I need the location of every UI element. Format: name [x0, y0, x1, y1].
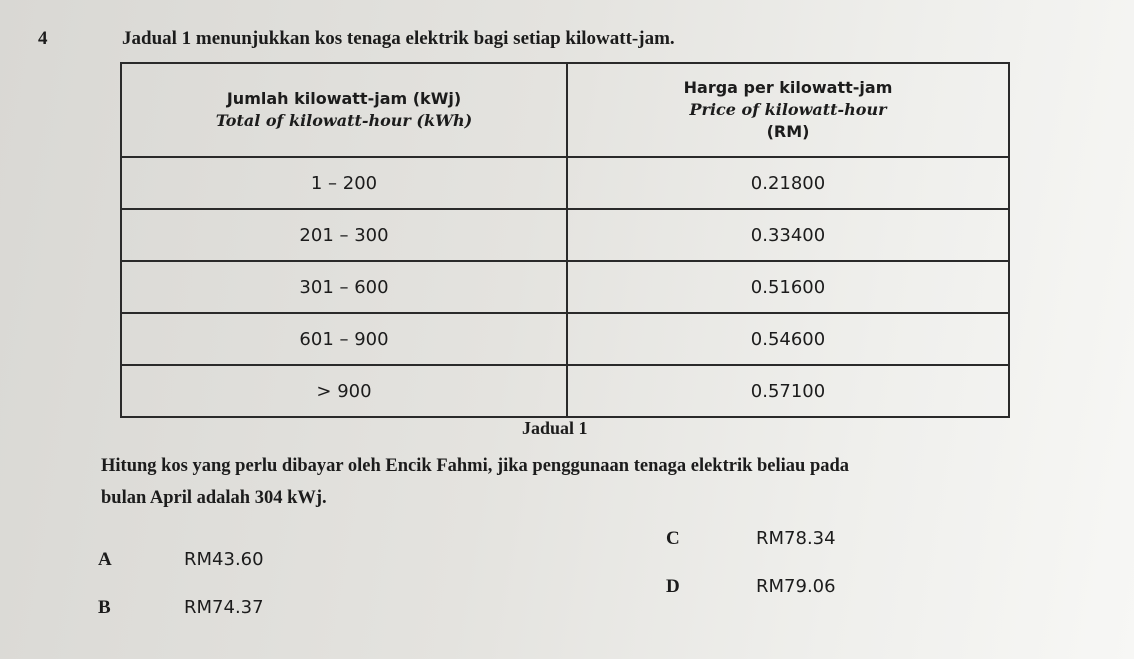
price-cell: 0.21800 [567, 157, 1009, 209]
electricity-rate-table [120, 62, 1010, 418]
range-cell: > 900 [121, 365, 567, 417]
option-b[interactable] [98, 597, 264, 619]
option-a-value: RM43.60 [184, 549, 264, 570]
question-number: 4 [38, 28, 48, 49]
range-cell: 1 – 200 [121, 157, 567, 209]
header-price-ms: Harga per kilowatt-jam [683, 78, 893, 97]
option-b-value: RM74.37 [184, 597, 264, 618]
table-row [121, 157, 1009, 209]
question-prompt [101, 450, 1131, 514]
question-intro: Jadual 1 menunjukkan kos tenaga elektrik bagi setiap kilowatt-jam. [122, 28, 675, 49]
option-d[interactable] [666, 576, 836, 598]
table-row [121, 209, 1009, 261]
option-c-letter: C [666, 528, 680, 549]
range-cell: 601 – 900 [121, 313, 567, 365]
table-row [121, 313, 1009, 365]
header-total-kwh-ms: Jumlah kilowatt-jam (kWj) [226, 89, 462, 108]
header-price-en: Price of kilowatt-hour [689, 100, 887, 119]
table-row [121, 261, 1009, 313]
table-caption: Jadual 1 [522, 418, 588, 438]
option-a[interactable] [98, 549, 264, 571]
range-cell: 201 – 300 [121, 209, 567, 261]
option-c[interactable] [666, 528, 836, 550]
option-b-letter: B [98, 597, 111, 618]
option-d-value: RM79.06 [756, 576, 836, 597]
header-total-kwh [121, 63, 567, 157]
table-header-row [121, 63, 1009, 157]
option-d-letter: D [666, 576, 680, 597]
table-row [121, 365, 1009, 417]
header-price-unit: (RM) [766, 122, 810, 141]
header-price-per-kwh [567, 63, 1009, 157]
price-cell: 0.54600 [567, 313, 1009, 365]
question-prompt-line-1: Hitung kos yang perlu dibayar oleh Encik Fahmi, jika penggunaan tenaga elektrik beliau pada [101, 456, 850, 476]
option-c-value: RM78.34 [756, 528, 836, 549]
price-cell: 0.57100 [567, 365, 1009, 417]
price-cell: 0.51600 [567, 261, 1009, 313]
header-total-kwh-en: Total of kilowatt-hour (kWh) [215, 111, 473, 130]
question-prompt-line-2: bulan April adalah 304 kWj. [101, 488, 327, 508]
option-a-letter: A [98, 549, 112, 570]
range-cell: 301 – 600 [121, 261, 567, 313]
price-cell: 0.33400 [567, 209, 1009, 261]
